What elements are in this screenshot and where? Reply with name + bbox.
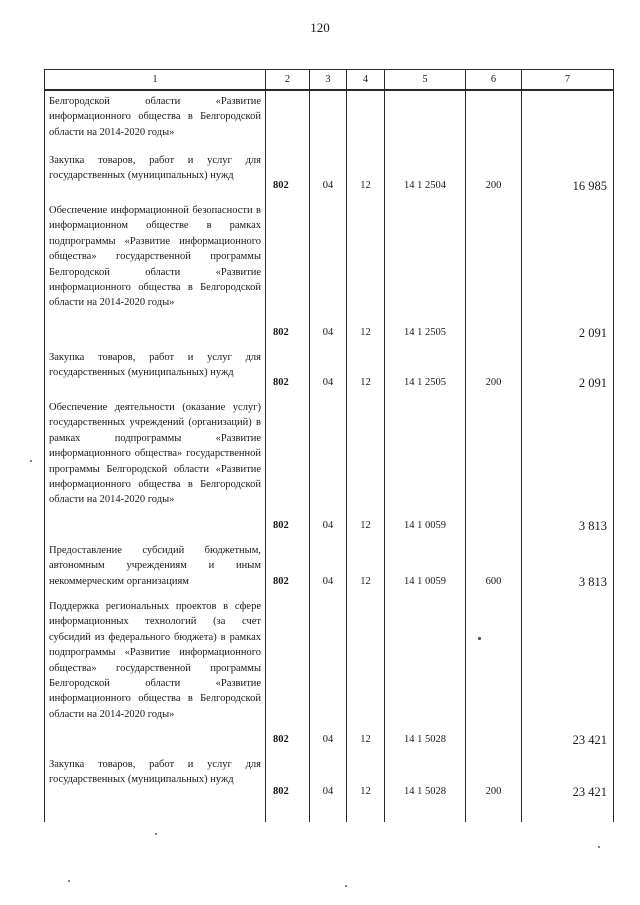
- target-article: 14 1 0059: [385, 397, 466, 540]
- subsection-code: 12: [347, 397, 385, 540]
- section-code: 04: [310, 540, 347, 596]
- column-header: 2: [266, 70, 310, 91]
- scan-speck: [478, 637, 481, 640]
- expense-type: [466, 90, 522, 150]
- table-tail-cell: [266, 806, 310, 822]
- column-header: 6: [466, 70, 522, 91]
- column-header: 1: [45, 70, 266, 91]
- ministry-code: 802: [266, 540, 310, 596]
- target-article: 14 1 2504: [385, 150, 466, 200]
- section-code: 04: [310, 150, 347, 200]
- section-code: 04: [310, 397, 347, 540]
- expense-type: 200: [466, 754, 522, 806]
- target-article: [385, 90, 466, 150]
- subsection-code: 12: [347, 540, 385, 596]
- row-description: Обеспечение информационной безопасности в информационном обществе в рамках подпрограммы «Развитие информационного общества» государственной программы Белгородской области «Развитие информационного общества в Белгородской области на 2014-2020 годы»: [45, 200, 266, 347]
- amount: 23 421: [522, 596, 614, 754]
- table-row: [45, 754, 614, 806]
- budget-table: [44, 69, 614, 822]
- section-code: 04: [310, 347, 347, 397]
- table-row: [45, 347, 614, 397]
- ministry-code: 802: [266, 596, 310, 754]
- ministry-code: 802: [266, 150, 310, 200]
- ministry-code: [266, 90, 310, 150]
- row-description: Закупка товаров, работ и услуг для государственных (муниципальных) нужд: [45, 347, 266, 397]
- expense-type: 200: [466, 347, 522, 397]
- section-code: [310, 90, 347, 150]
- section-code: 04: [310, 596, 347, 754]
- subsection-code: 12: [347, 200, 385, 347]
- amount: 2 091: [522, 347, 614, 397]
- column-header: 7: [522, 70, 614, 91]
- ministry-code: 802: [266, 347, 310, 397]
- expense-type: [466, 200, 522, 347]
- expense-type: 200: [466, 150, 522, 200]
- page-number: 120: [310, 20, 330, 35]
- table-tail-cell: [310, 806, 347, 822]
- table-tail-cell: [45, 806, 266, 822]
- expense-type: 600: [466, 540, 522, 596]
- table-tail: [45, 806, 614, 822]
- column-header: 5: [385, 70, 466, 91]
- table-row: [45, 90, 614, 150]
- table-row: [45, 200, 614, 347]
- subsection-code: 12: [347, 150, 385, 200]
- table-row: [45, 596, 614, 754]
- column-number-row: [45, 70, 614, 91]
- amount: 2 091: [522, 200, 614, 347]
- target-article: 14 1 5028: [385, 596, 466, 754]
- scan-speck: [30, 460, 32, 462]
- row-description: Закупка товаров, работ и услуг для государственных (муниципальных) нужд: [45, 754, 266, 806]
- ministry-code: 802: [266, 754, 310, 806]
- section-code: 04: [310, 200, 347, 347]
- target-article: 14 1 2505: [385, 347, 466, 397]
- target-article: 14 1 2505: [385, 200, 466, 347]
- subsection-code: 12: [347, 347, 385, 397]
- target-article: 14 1 0059: [385, 540, 466, 596]
- amount: 23 421: [522, 754, 614, 806]
- row-description: Предоставление субсидий бюджетным, автономным учреждениям и иным некоммерческим организациям: [45, 540, 266, 596]
- table-tail-cell: [347, 806, 385, 822]
- row-description: Поддержка региональных проектов в сфере информационных технологий (за счет субсидий из федерального бюджета) в рамках подпрограммы «Развитие информационного общества» государственной программы Белгородской области «Развитие информационного общества в Белгородской области на 2014-2020 годы»: [45, 596, 266, 754]
- expense-type: [466, 397, 522, 540]
- scan-speck: [345, 885, 347, 887]
- amount: [522, 90, 614, 150]
- target-article: 14 1 5028: [385, 754, 466, 806]
- row-description: Белгородской области «Развитие информационного общества в Белгородской области на 2014-2020 годы»: [45, 90, 266, 150]
- scan-speck: [155, 833, 157, 835]
- subsection-code: 12: [347, 754, 385, 806]
- ministry-code: 802: [266, 200, 310, 347]
- column-header: 3: [310, 70, 347, 91]
- row-description: Обеспечение деятельности (оказание услуг) государственных учреждений (организаций) в рамках подпрограммы «Развитие информационного общества» государственной программы Белгородской области «Развитие информационного общества в Белгородской области на 2014-2020 годы»: [45, 397, 266, 540]
- row-description: Закупка товаров, работ и услуг для государственных (муниципальных) нужд: [45, 150, 266, 200]
- subsection-code: [347, 90, 385, 150]
- scan-speck: [68, 880, 70, 882]
- ministry-code: 802: [266, 397, 310, 540]
- table-tail-cell: [522, 806, 614, 822]
- section-code: 04: [310, 754, 347, 806]
- expense-type: [466, 596, 522, 754]
- table-row: [45, 150, 614, 200]
- amount: 3 813: [522, 540, 614, 596]
- table-tail-cell: [466, 806, 522, 822]
- amount: 3 813: [522, 397, 614, 540]
- scan-speck: [598, 846, 600, 848]
- table-row: [45, 397, 614, 540]
- table-row: [45, 540, 614, 596]
- amount: 16 985: [522, 150, 614, 200]
- table-tail-cell: [385, 806, 466, 822]
- column-header: 4: [347, 70, 385, 91]
- subsection-code: 12: [347, 596, 385, 754]
